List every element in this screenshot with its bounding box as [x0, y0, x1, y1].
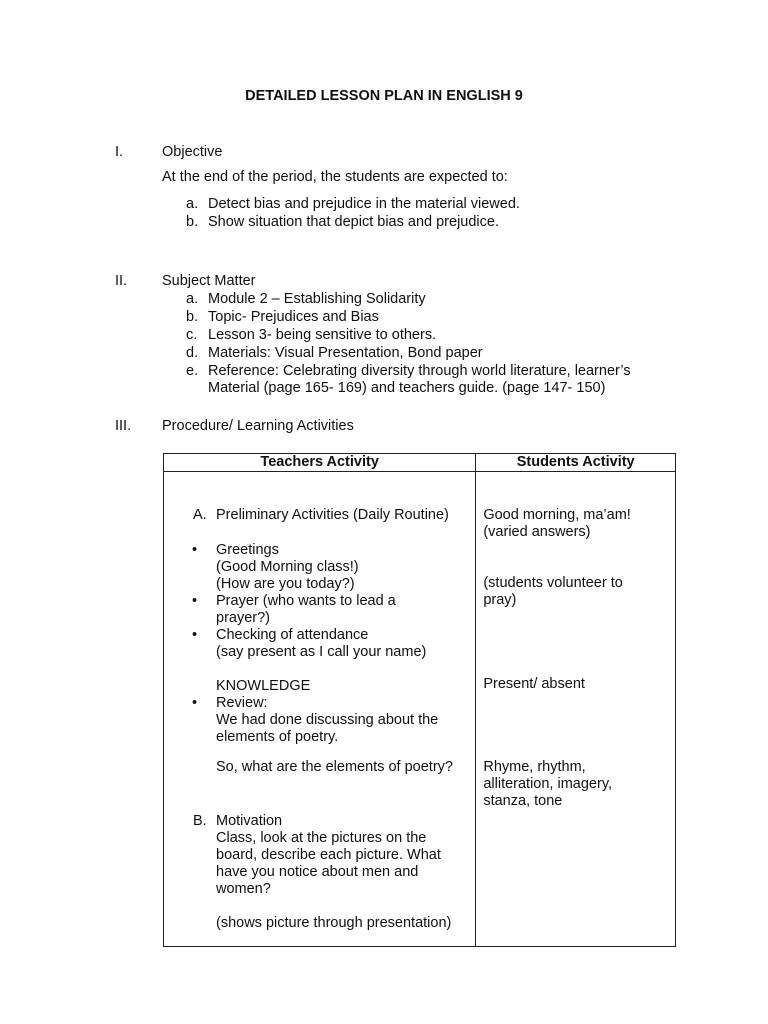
bullet-icon: •: [192, 627, 198, 643]
bullet-icon: •: [192, 542, 198, 558]
list-item: d. Materials: Visual Presentation, Bond paper: [186, 345, 483, 361]
subject-list: [162, 291, 682, 399]
list-item: b. Topic- Prejudices and Bias: [186, 309, 379, 325]
list-item: a. Module 2 – Establishing Solidarity: [186, 291, 426, 307]
table-header-row: [164, 454, 676, 472]
list-item: a. Detect bias and prejudice in the material viewed.: [186, 196, 520, 212]
section-number: I.: [115, 144, 124, 160]
list-item: e. Reference: Celebrating diversity through world literature, learner’s Material (page 165- 169) and teachers guide. (page 147- 150): [186, 363, 631, 396]
section-heading: Procedure/ Learning Activities: [162, 418, 354, 434]
bullet-icon: •: [192, 695, 198, 711]
student-activity-cell: Good morning, ma’am! (varied answers) (students volunteer to pray) Present/ absent Rhyme, rhythm, alliteration, imagery, stanza, tone: [476, 472, 676, 947]
column-header-student: Students Activity: [476, 454, 676, 472]
table-row: [164, 472, 676, 947]
section-heading: Subject Matter: [162, 273, 256, 289]
objective-intro: At the end of the period, the students are expected to:: [162, 169, 508, 185]
activity-table: [163, 453, 676, 947]
column-header-teacher: Teachers Activity: [164, 454, 476, 472]
teacher-activity-cell: A. Preliminary Activities (Daily Routine) • Greetings (Good Morning class!) (How are you today?) • Prayer (who wants to lead a prayer?) • Checking of attendance (say present as I call your name) KNOWLEDGE • Review: We had done discussing about the elements of poetry. So, what are the elements of poetry? B. Motivation Class, look at the pictures on the board, describe each picture. What have you notice about men and women? (shows picture through presentation): [164, 472, 476, 947]
list-item: b. Show situation that depict bias and prejudice.: [186, 214, 499, 230]
objective-list: [162, 196, 682, 232]
list-item: c. Lesson 3- being sensitive to others.: [186, 327, 437, 343]
bullet-icon: •: [192, 593, 198, 609]
document-title: DETAILED LESSON PLAN IN ENGLISH 9: [245, 88, 523, 104]
section-number: III.: [115, 418, 132, 434]
section-number: II.: [115, 273, 128, 289]
section-heading: Objective: [162, 144, 223, 160]
